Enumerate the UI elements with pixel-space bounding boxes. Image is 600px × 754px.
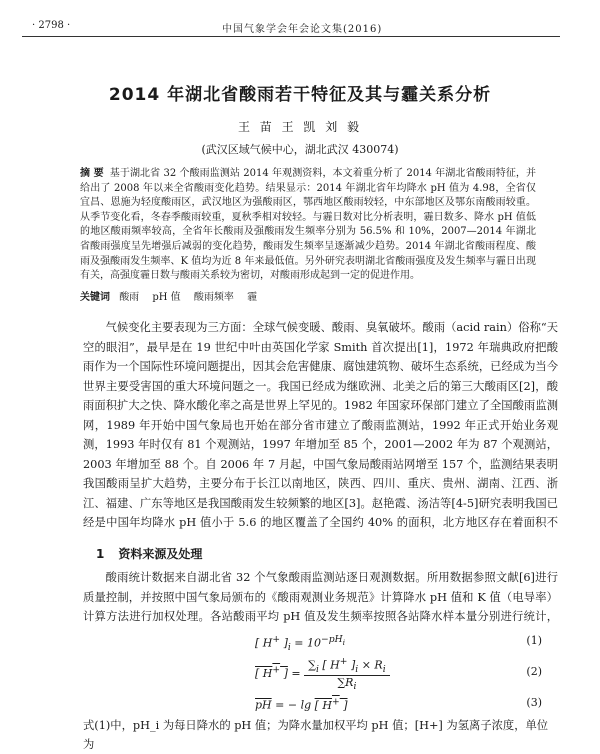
paper-authors: 王 苗 王 凯 刘 毅	[237, 120, 363, 134]
equation-3	[0, 694, 600, 716]
abstract-label: 摘 要	[80, 168, 104, 179]
equation-number: (3)	[526, 696, 542, 709]
keyword: 酸雨	[119, 292, 140, 303]
abstract	[80, 167, 536, 284]
equation-expression: $\overline{pH}$ = − lg [ H+ ]	[255, 696, 348, 712]
keywords	[80, 288, 536, 303]
journal-name: 中国气象学会年会论文集(2016)	[222, 24, 383, 35]
running-head	[22, 20, 560, 37]
continuation-text: 式(1)中，pH_i 为每日降水的 pH 值；为降水量加权平均 pH 值；[H+] 为氢离子浓度，单位为	[83, 719, 549, 751]
section-paragraph: 酸雨统计数据来自湖北省 32 个气象酸雨监测站逐日观测数据。所用数据参照文献[6]进行质量控制，并按照中国气象局颁布的《酸雨观测业务规范》计算降水 pH 值和 K 值（电导率）计算方法进行加权处理。各站酸雨平均 pH 值及发生频率按照各站降水样本量分别进行统计，	[83, 571, 558, 623]
keyword: pH 值	[152, 292, 181, 303]
paper-title: 2014 年湖北省酸雨若干特征及其与霾关系分析	[108, 85, 492, 105]
section-title: 资料来源及处理	[118, 547, 203, 561]
introduction-paragraph: 气候变化主要表现为三方面：全球气候变暖、酸雨、臭氧破坏。酸雨（acid rain）俗称“天空的眼泪”，最早是在 19 世纪中叶由英国化学家 Smith 首次提出[1]，1972 年瑞典政府把酸雨作为一个国际性环境问题提出，因其会危害健康、腐蚀建筑物、破坏生态系统，已经成为当今世界主要受害国的重大环境问题之一。我国已经成为继欧洲、北美之后的第三大酸雨区[2]，酸雨面积扩大之快、降水酸化率之高是世界上罕见的。1982 年国家环保部门建立了全国酸雨监测网，1989 年开始中国气象局也开始在部分省市建立了酸雨监测站，1992 年正式开始业务观测，1993 年时仅有 81 个观测站，1997 年增加至 85 个，2001—2002 年为 87 个观测站，2003 年增加至 88 个。自 2006 年 7 月起，中国气象局酸雨站网增至 157 个，监测结果表明我国酸雨呈扩大趋势，主要分布于长江以南地区，陕西、四川、重庆、贵州、湖南、江西、浙江、福建、广东等地区是我国酸雨发生较频繁的地区[3]。赵艳霞、汤洁等[4-5]研究表明我国已经是中国年均降水 pH 值小于 5.6 的地区覆盖了全国约 40% 的面积，北方地区存在着面积不	[83, 321, 558, 529]
section-heading	[96, 545, 202, 562]
keyword: 酸雨频率	[193, 292, 234, 303]
equation-2	[0, 656, 600, 693]
abstract-text: 基于湖北省 32 个酸雨监测站 2014 年观测资料，本文着重分析了 2014 年湖北省酸雨特征，并给出了 2008 年以来全省酸雨变化趋势。结果显示：2014 年湖北省年均降水 pH 值为 4.98，全省仅宜昌、恩施为轻度酸雨区，武汉地区为强酸雨区，鄂西地区酸雨较轻，中东部地区及鄂东南酸雨较重。从季节变化看，冬春季酸雨较重，夏秋季相对较轻。与霾日数对比分析表明，霾日数多、降水 pH 值低的地区酸雨频率较高，全省年长酸雨及强酸雨发生频率分别为 56.5% 和 10%，2007—2014 年湖北省酸雨强度呈先增强后减弱的变化趋势，酸雨发生频率呈逐渐减少趋势。2014 年湖北省酸雨程度、酸雨及强酸雨发生频率、K 值均为近 8 年来最低值。另外研究表明湖北省酸雨强度及发生频率与霾日出现有关，高强度霾日数与酸雨关系较为密切，对酸雨形成起到一定的促进作用。	[80, 168, 536, 282]
equation-expression: [ H+ ]$_i = 10^{-pH_i}$	[255, 634, 346, 653]
equation-number: (2)	[526, 665, 542, 678]
equation-number: (1)	[526, 634, 542, 647]
section-number: 1	[96, 547, 105, 561]
paper-affiliation: (武汉区域气候中心，湖北武汉 430074)	[201, 143, 399, 156]
page-number: · 2798 ·	[32, 20, 71, 31]
keywords-label: 关键词	[80, 292, 110, 303]
keyword: 霾	[247, 292, 258, 303]
equation-1	[0, 632, 600, 654]
equation-expression: [ H+ ] = $\frac{\sum_i [ H^+ ]_i \times R_i}{\sum R_i}$	[255, 656, 390, 692]
